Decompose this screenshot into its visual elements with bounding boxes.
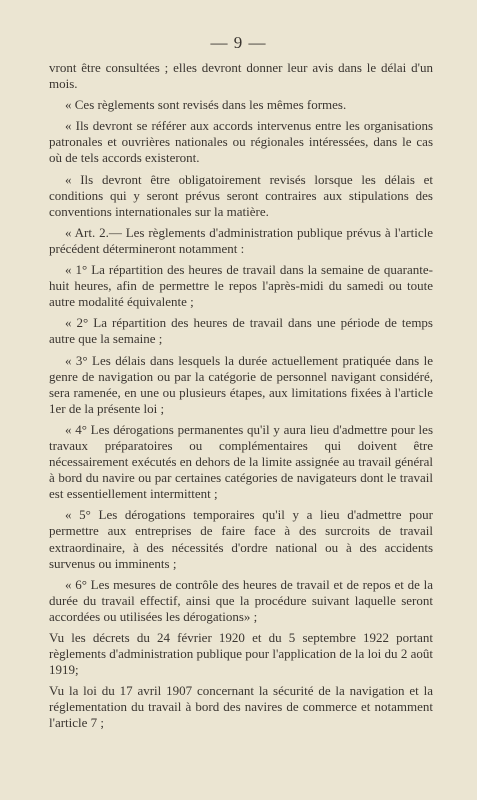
- paragraph: « 3° Les délais dans lesquels la durée actuellement pratiquée dans le genre de navigation ou par la catégorie de personnel navigant considéré, sera ramenée, en une ou plusieurs étapes, aux limitations fixées à l'article 1er de la présente loi ;: [49, 352, 433, 416]
- paragraph: Vu les décrets du 24 février 1920 et du 5 septembre 1922 portant règlements d'administration publique pour l'application de la loi du 2 août 1919;: [49, 630, 433, 678]
- paragraph: « Ils devront être obligatoirement revisés lorsque les délais et conditions qui y seront prévus seront contraires aux stipulations des conventions internationales sur la matière.: [49, 171, 433, 219]
- body-text: [49, 60, 433, 737]
- paragraph: « 6° Les mesures de contrôle des heures de travail et de repos et de la durée du travail effectif, ainsi que la procédure suivant laquelle seront accordées ou utilisées les dérogations» ;: [49, 576, 433, 624]
- paragraph: « Ces règlements sont revisés dans les mêmes formes.: [65, 97, 347, 113]
- paragraph: « Ils devront se référer aux accords intervenus entre les organisations patronales et ouvrières nationales ou régionales intéressées, dans le cas où de tels accords existeront.: [49, 118, 433, 166]
- paragraph: « 4° Les dérogations permanentes qu'il y aura lieu d'admettre pour les travaux préparatoires ou complémentaires qui doivent être nécessairement exécutés en dehors de la limite assignée au travail général à bord du navire ou par certaines catégories de navigateurs dont le travail est essentiellement intermittent ;: [49, 421, 433, 502]
- page-number: — 9 —: [210, 33, 267, 52]
- paragraph: « 2° La répartition des heures de travail dans une période de temps autre que la semaine ;: [49, 315, 433, 347]
- paragraph: « 1° La répartition des heures de travail dans la semaine de quarante-huit heures, afin de permettre le repos l'après-midi du samedi ou toute autre modalité équivalente ;: [49, 262, 433, 310]
- paragraph: Vu la loi du 17 avril 1907 concernant la sécurité de la navigation et la réglementation du travail à bord des navires de commerce et notamment l'article 7 ;: [49, 683, 433, 731]
- paragraph: « 5° Les dérogations temporaires qu'il y a lieu d'admettre pour permettre aux entreprises de faire face à des surcroits de travail extraordinaire, à des nécessités d'ordre national ou à des accidents survenus ou imminents ;: [49, 507, 433, 571]
- paragraph: « Art. 2.— Les règlements d'administration publique prévus à l'article précédent détermineront notamment :: [49, 224, 433, 256]
- paragraph: vront être consultées ; elles devront donner leur avis dans le délai d'un mois.: [49, 60, 433, 92]
